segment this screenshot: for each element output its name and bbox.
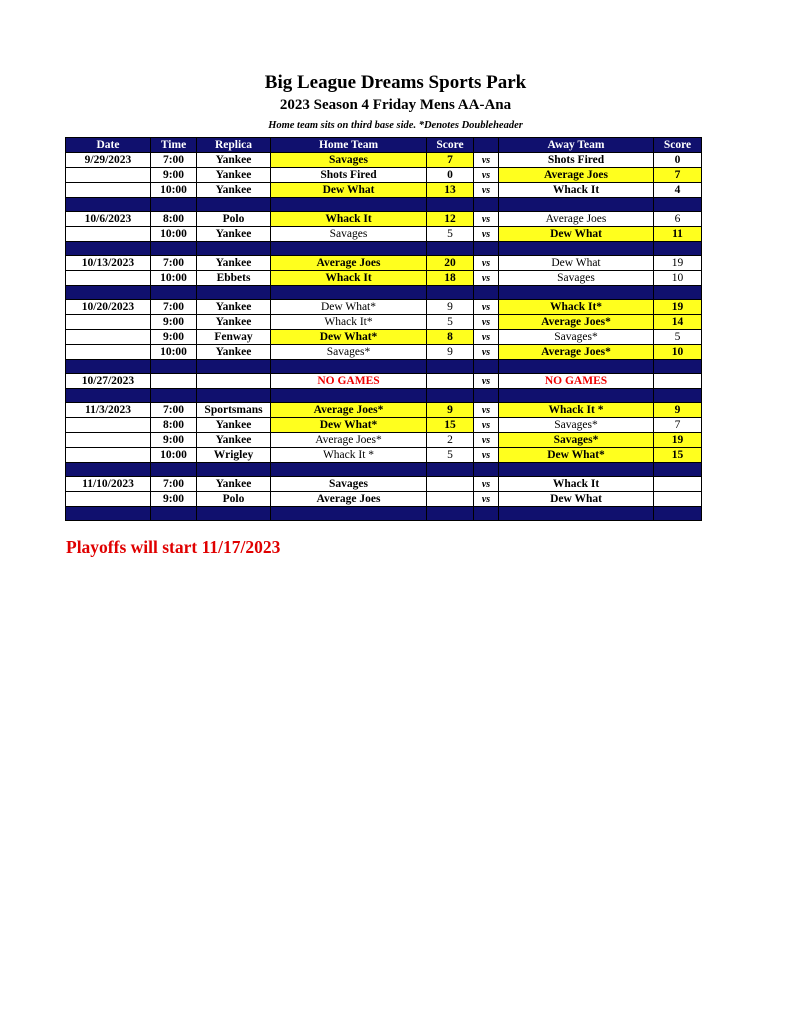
cell-replica: Ebbets (197, 271, 271, 286)
column-header-away-score: Score (654, 138, 702, 153)
cell-away-team: Whack It* (499, 300, 654, 315)
separator-cell (427, 463, 474, 477)
separator-cell (499, 360, 654, 374)
page-title: Big League Dreams Sports Park (264, 72, 527, 93)
cell-away-score (654, 374, 702, 389)
playoffs-notice: Playoffs will start 11/17/2023 (66, 537, 281, 557)
separator-row (66, 360, 702, 374)
cell-vs: vs (474, 433, 499, 448)
cell-away-score: 19 (654, 256, 702, 271)
cell-home-score: 12 (427, 212, 474, 227)
cell-vs: vs (474, 300, 499, 315)
separator-cell (66, 198, 151, 212)
separator-row (66, 507, 702, 521)
cell-replica: Yankee (197, 345, 271, 360)
separator-cell (499, 507, 654, 521)
cell-replica: Polo (197, 492, 271, 507)
separator-cell (197, 242, 271, 256)
cell-home-team: Savages (271, 153, 427, 168)
cell-replica: Yankee (197, 477, 271, 492)
cell-home-score: 7 (427, 153, 474, 168)
cell-away-score: 9 (654, 403, 702, 418)
cell-date (66, 418, 151, 433)
schedule-note: Home team sits on third base side. *Denotes Doubleheader (268, 120, 523, 131)
cell-date (66, 345, 151, 360)
separator-cell (499, 463, 654, 477)
separator-cell (271, 242, 427, 256)
column-header-vs (474, 138, 499, 153)
separator-cell (271, 360, 427, 374)
table-row (66, 492, 702, 507)
cell-away-team: Savages* (499, 418, 654, 433)
cell-time: 9:00 (151, 492, 197, 507)
cell-time: 7:00 (151, 300, 197, 315)
cell-replica: Yankee (197, 433, 271, 448)
separator-cell (427, 389, 474, 403)
cell-vs: vs (474, 271, 499, 286)
separator-cell (474, 286, 499, 300)
cell-vs: vs (474, 374, 499, 389)
table-row (66, 212, 702, 227)
cell-away-team: Whack It (499, 477, 654, 492)
cell-time: 10:00 (151, 227, 197, 242)
cell-home-score: 9 (427, 345, 474, 360)
cell-away-score: 10 (654, 345, 702, 360)
separator-cell (66, 286, 151, 300)
separator-cell (474, 198, 499, 212)
cell-vs: vs (474, 227, 499, 242)
cell-away-team: Average Joes* (499, 315, 654, 330)
separator-cell (654, 389, 702, 403)
cell-date: 10/27/2023 (66, 374, 151, 389)
cell-home-team: Whack It (271, 212, 427, 227)
separator-cell (151, 507, 197, 521)
cell-replica: Yankee (197, 300, 271, 315)
cell-away-team: Whack It * (499, 403, 654, 418)
separator-cell (151, 463, 197, 477)
separator-cell (474, 507, 499, 521)
cell-away-score (654, 492, 702, 507)
cell-away-team: Dew What (499, 492, 654, 507)
cell-home-score (427, 374, 474, 389)
column-header-away-team: Away Team (499, 138, 654, 153)
cell-away-team: Savages (499, 271, 654, 286)
schedule-body (66, 153, 702, 521)
cell-away-score (654, 477, 702, 492)
separator-cell (499, 389, 654, 403)
cell-home-score (427, 492, 474, 507)
separator-cell (66, 463, 151, 477)
cell-vs: vs (474, 315, 499, 330)
table-row (66, 227, 702, 242)
cell-home-team: Dew What* (271, 300, 427, 315)
cell-date (66, 330, 151, 345)
cell-replica: Polo (197, 212, 271, 227)
separator-cell (654, 507, 702, 521)
cell-away-score: 19 (654, 433, 702, 448)
table-header-row (66, 138, 702, 153)
cell-home-team: Dew What (271, 183, 427, 198)
separator-cell (654, 242, 702, 256)
cell-home-score (427, 477, 474, 492)
separator-cell (427, 198, 474, 212)
cell-vs: vs (474, 448, 499, 463)
cell-time: 10:00 (151, 271, 197, 286)
cell-away-team: Savages* (499, 433, 654, 448)
separator-cell (474, 463, 499, 477)
cell-vs: vs (474, 330, 499, 345)
cell-time (151, 374, 197, 389)
separator-cell (197, 507, 271, 521)
cell-vs: vs (474, 403, 499, 418)
cell-home-score: 9 (427, 300, 474, 315)
separator-cell (197, 463, 271, 477)
cell-vs: vs (474, 418, 499, 433)
schedule-table (65, 137, 702, 521)
separator-cell (654, 198, 702, 212)
cell-vs: vs (474, 183, 499, 198)
cell-away-team: Dew What* (499, 448, 654, 463)
cell-away-score: 5 (654, 330, 702, 345)
cell-away-team: Dew What (499, 256, 654, 271)
cell-home-score: 20 (427, 256, 474, 271)
cell-vs: vs (474, 256, 499, 271)
separator-cell (151, 286, 197, 300)
cell-home-score: 0 (427, 168, 474, 183)
cell-date (66, 183, 151, 198)
separator-cell (151, 198, 197, 212)
cell-away-score: 0 (654, 153, 702, 168)
cell-date: 11/3/2023 (66, 403, 151, 418)
table-row (66, 153, 702, 168)
cell-home-score: 13 (427, 183, 474, 198)
cell-away-score: 10 (654, 271, 702, 286)
separator-cell (197, 389, 271, 403)
cell-home-score: 5 (427, 227, 474, 242)
cell-replica: Yankee (197, 153, 271, 168)
separator-cell (151, 360, 197, 374)
cell-date: 10/6/2023 (66, 212, 151, 227)
separator-cell (271, 389, 427, 403)
cell-away-score: 15 (654, 448, 702, 463)
cell-away-team: Dew What (499, 227, 654, 242)
cell-replica: Yankee (197, 315, 271, 330)
cell-time: 8:00 (151, 418, 197, 433)
table-row (66, 256, 702, 271)
separator-cell (499, 242, 654, 256)
cell-time: 9:00 (151, 315, 197, 330)
cell-date (66, 227, 151, 242)
table-row (66, 345, 702, 360)
cell-date (66, 315, 151, 330)
table-row (66, 183, 702, 198)
cell-away-team: Savages* (499, 330, 654, 345)
separator-cell (654, 360, 702, 374)
cell-home-team: Dew What* (271, 418, 427, 433)
table-row (66, 433, 702, 448)
cell-replica: Wrigley (197, 448, 271, 463)
cell-away-score: 19 (654, 300, 702, 315)
cell-date: 11/10/2023 (66, 477, 151, 492)
separator-cell (654, 286, 702, 300)
cell-home-score: 9 (427, 403, 474, 418)
cell-replica: Yankee (197, 256, 271, 271)
cell-vs: vs (474, 345, 499, 360)
cell-away-score: 7 (654, 168, 702, 183)
cell-vs: vs (474, 492, 499, 507)
table-row (66, 315, 702, 330)
cell-date (66, 271, 151, 286)
separator-cell (499, 198, 654, 212)
cell-away-team: Average Joes (499, 212, 654, 227)
cell-away-team: NO GAMES (499, 374, 654, 389)
cell-away-score: 14 (654, 315, 702, 330)
cell-vs: vs (474, 153, 499, 168)
table-row (66, 271, 702, 286)
cell-home-team: Savages (271, 227, 427, 242)
cell-home-team: Shots Fired (271, 168, 427, 183)
cell-home-score: 5 (427, 448, 474, 463)
cell-home-team: NO GAMES (271, 374, 427, 389)
cell-away-score: 6 (654, 212, 702, 227)
separator-cell (654, 463, 702, 477)
separator-cell (427, 507, 474, 521)
table-row (66, 374, 702, 389)
cell-vs: vs (474, 212, 499, 227)
cell-time: 10:00 (151, 448, 197, 463)
separator-cell (499, 286, 654, 300)
cell-date (66, 168, 151, 183)
cell-away-team: Shots Fired (499, 153, 654, 168)
table-row (66, 477, 702, 492)
cell-time: 8:00 (151, 212, 197, 227)
cell-home-score: 8 (427, 330, 474, 345)
cell-time: 9:00 (151, 168, 197, 183)
cell-time: 7:00 (151, 403, 197, 418)
cell-home-team: Average Joes* (271, 433, 427, 448)
cell-time: 7:00 (151, 477, 197, 492)
cell-home-team: Whack It * (271, 448, 427, 463)
separator-row (66, 463, 702, 477)
cell-home-score: 18 (427, 271, 474, 286)
cell-home-team: Savages* (271, 345, 427, 360)
cell-away-score: 4 (654, 183, 702, 198)
column-header-home-score: Score (427, 138, 474, 153)
separator-row (66, 286, 702, 300)
separator-cell (66, 360, 151, 374)
cell-replica: Fenway (197, 330, 271, 345)
cell-replica: Yankee (197, 227, 271, 242)
cell-date (66, 492, 151, 507)
cell-replica: Yankee (197, 418, 271, 433)
separator-cell (66, 507, 151, 521)
cell-time: 10:00 (151, 183, 197, 198)
cell-home-team: Whack It (271, 271, 427, 286)
separator-cell (427, 242, 474, 256)
cell-replica: Yankee (197, 183, 271, 198)
cell-replica (197, 374, 271, 389)
cell-home-team: Average Joes (271, 256, 427, 271)
cell-home-team: Whack It* (271, 315, 427, 330)
table-row (66, 403, 702, 418)
cell-date: 10/20/2023 (66, 300, 151, 315)
page-subtitle: 2023 Season 4 Friday Mens AA-Ana (279, 97, 512, 113)
separator-cell (66, 389, 151, 403)
cell-time: 9:00 (151, 433, 197, 448)
cell-home-team: Average Joes (271, 492, 427, 507)
cell-away-team: Average Joes (499, 168, 654, 183)
separator-row (66, 389, 702, 403)
cell-away-team: Average Joes* (499, 345, 654, 360)
column-header-time: Time (151, 138, 197, 153)
separator-cell (151, 242, 197, 256)
column-header-replica: Replica (197, 138, 271, 153)
cell-vs: vs (474, 168, 499, 183)
table-row (66, 448, 702, 463)
separator-cell (197, 360, 271, 374)
cell-home-team: Average Joes* (271, 403, 427, 418)
separator-cell (197, 286, 271, 300)
separator-row (66, 242, 702, 256)
cell-home-score: 2 (427, 433, 474, 448)
cell-home-score: 5 (427, 315, 474, 330)
cell-date (66, 448, 151, 463)
separator-cell (271, 507, 427, 521)
separator-cell (197, 198, 271, 212)
separator-cell (151, 389, 197, 403)
cell-home-score: 15 (427, 418, 474, 433)
separator-cell (66, 242, 151, 256)
cell-date: 10/13/2023 (66, 256, 151, 271)
cell-time: 10:00 (151, 345, 197, 360)
cell-away-team: Whack It (499, 183, 654, 198)
separator-cell (271, 286, 427, 300)
table-row (66, 168, 702, 183)
table-row (66, 300, 702, 315)
cell-replica: Yankee (197, 168, 271, 183)
separator-cell (427, 286, 474, 300)
table-row (66, 330, 702, 345)
cell-time: 7:00 (151, 256, 197, 271)
cell-vs: vs (474, 477, 499, 492)
cell-time: 9:00 (151, 330, 197, 345)
separator-cell (271, 198, 427, 212)
column-header-date: Date (66, 138, 151, 153)
cell-home-team: Dew What* (271, 330, 427, 345)
cell-away-score: 11 (654, 227, 702, 242)
cell-replica: Sportsmans (197, 403, 271, 418)
separator-cell (427, 360, 474, 374)
cell-time: 7:00 (151, 153, 197, 168)
cell-date (66, 433, 151, 448)
separator-cell (474, 360, 499, 374)
cell-date: 9/29/2023 (66, 153, 151, 168)
separator-row (66, 198, 702, 212)
separator-cell (474, 389, 499, 403)
table-row (66, 418, 702, 433)
column-header-home-team: Home Team (271, 138, 427, 153)
cell-away-score: 7 (654, 418, 702, 433)
cell-home-team: Savages (271, 477, 427, 492)
separator-cell (474, 242, 499, 256)
separator-cell (271, 463, 427, 477)
